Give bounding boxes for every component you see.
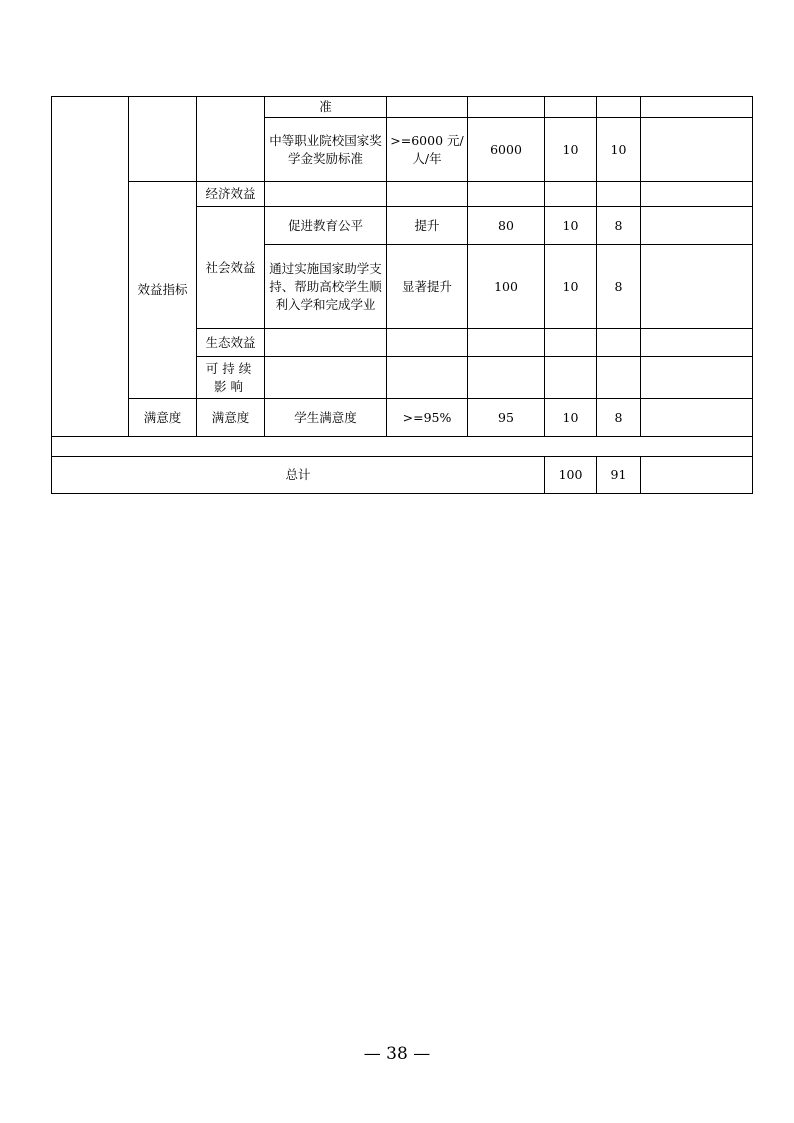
- cell-score: [597, 329, 641, 357]
- cell-actual: 95: [468, 399, 545, 437]
- cell-score: 8: [597, 245, 641, 329]
- cell-score: 8: [597, 207, 641, 245]
- cell-weight: [545, 329, 597, 357]
- cell-level2: 生态效益: [197, 329, 265, 357]
- cell-level1-blank: [129, 97, 197, 182]
- cell-weight: 10: [545, 207, 597, 245]
- table-row: [52, 97, 753, 118]
- cell-weight: [545, 357, 597, 399]
- cell-indicator: [265, 182, 387, 207]
- cell-actual: [468, 97, 545, 118]
- performance-indicator-table: [51, 96, 753, 494]
- cell-remark: [641, 399, 753, 437]
- cell-indicator: 中等职业院校国家奖学金奖励标准: [265, 118, 387, 182]
- cell-level2: 满意度: [197, 399, 265, 437]
- cell-level2-blank: [197, 97, 265, 182]
- cell-total-score: 91: [597, 457, 641, 494]
- cell-target: 提升: [387, 207, 468, 245]
- cell-actual: 6000: [468, 118, 545, 182]
- cell-indicator: [265, 357, 387, 399]
- cell-actual: [468, 357, 545, 399]
- cell-remark: [641, 457, 753, 494]
- cell-target: [387, 329, 468, 357]
- cell-total-label: 总计: [52, 457, 545, 494]
- page-number: — 38 —: [363, 1044, 431, 1064]
- cell-score: 10: [597, 118, 641, 182]
- cell-empty-row: [52, 437, 753, 457]
- table-row-total: [52, 457, 753, 494]
- cell-level1-blank: [52, 97, 129, 437]
- cell-level1: 效益指标: [129, 182, 197, 399]
- cell-level2: 社会效益: [197, 207, 265, 329]
- cell-actual: [468, 329, 545, 357]
- cell-target: [387, 357, 468, 399]
- cell-indicator: [265, 329, 387, 357]
- table-row-empty: [52, 437, 753, 457]
- cell-remark: [641, 329, 753, 357]
- cell-target: [387, 182, 468, 207]
- cell-weight: 10: [545, 399, 597, 437]
- cell-target: 显著提升: [387, 245, 468, 329]
- cell-remark: [641, 207, 753, 245]
- cell-target: >=95%: [387, 399, 468, 437]
- cell-score: [597, 357, 641, 399]
- cell-weight: 10: [545, 245, 597, 329]
- table-row: [52, 182, 753, 207]
- cell-target: [387, 97, 468, 118]
- cell-remark: [641, 97, 753, 118]
- cell-score: [597, 97, 641, 118]
- cell-weight: 10: [545, 118, 597, 182]
- cell-indicator: 准: [265, 97, 387, 118]
- cell-level1: 满意度: [129, 399, 197, 437]
- cell-remark: [641, 118, 753, 182]
- table-row: [52, 399, 753, 437]
- cell-target: >=6000 元/人/年: [387, 118, 468, 182]
- cell-score: 8: [597, 399, 641, 437]
- cell-indicator: 促进教育公平: [265, 207, 387, 245]
- cell-weight: [545, 182, 597, 207]
- cell-level2: 可持续影响: [197, 357, 265, 399]
- cell-score: [597, 182, 641, 207]
- cell-level2: 经济效益: [197, 182, 265, 207]
- cell-actual: [468, 182, 545, 207]
- cell-actual: 100: [468, 245, 545, 329]
- cell-indicator: 通过实施国家助学支持、帮助高校学生顺利入学和完成学业: [265, 245, 387, 329]
- cell-indicator: 学生满意度: [265, 399, 387, 437]
- cell-remark: [641, 357, 753, 399]
- cell-remark: [641, 245, 753, 329]
- cell-remark: [641, 182, 753, 207]
- cell-total-weight: 100: [545, 457, 597, 494]
- cell-actual: 80: [468, 207, 545, 245]
- cell-weight: [545, 97, 597, 118]
